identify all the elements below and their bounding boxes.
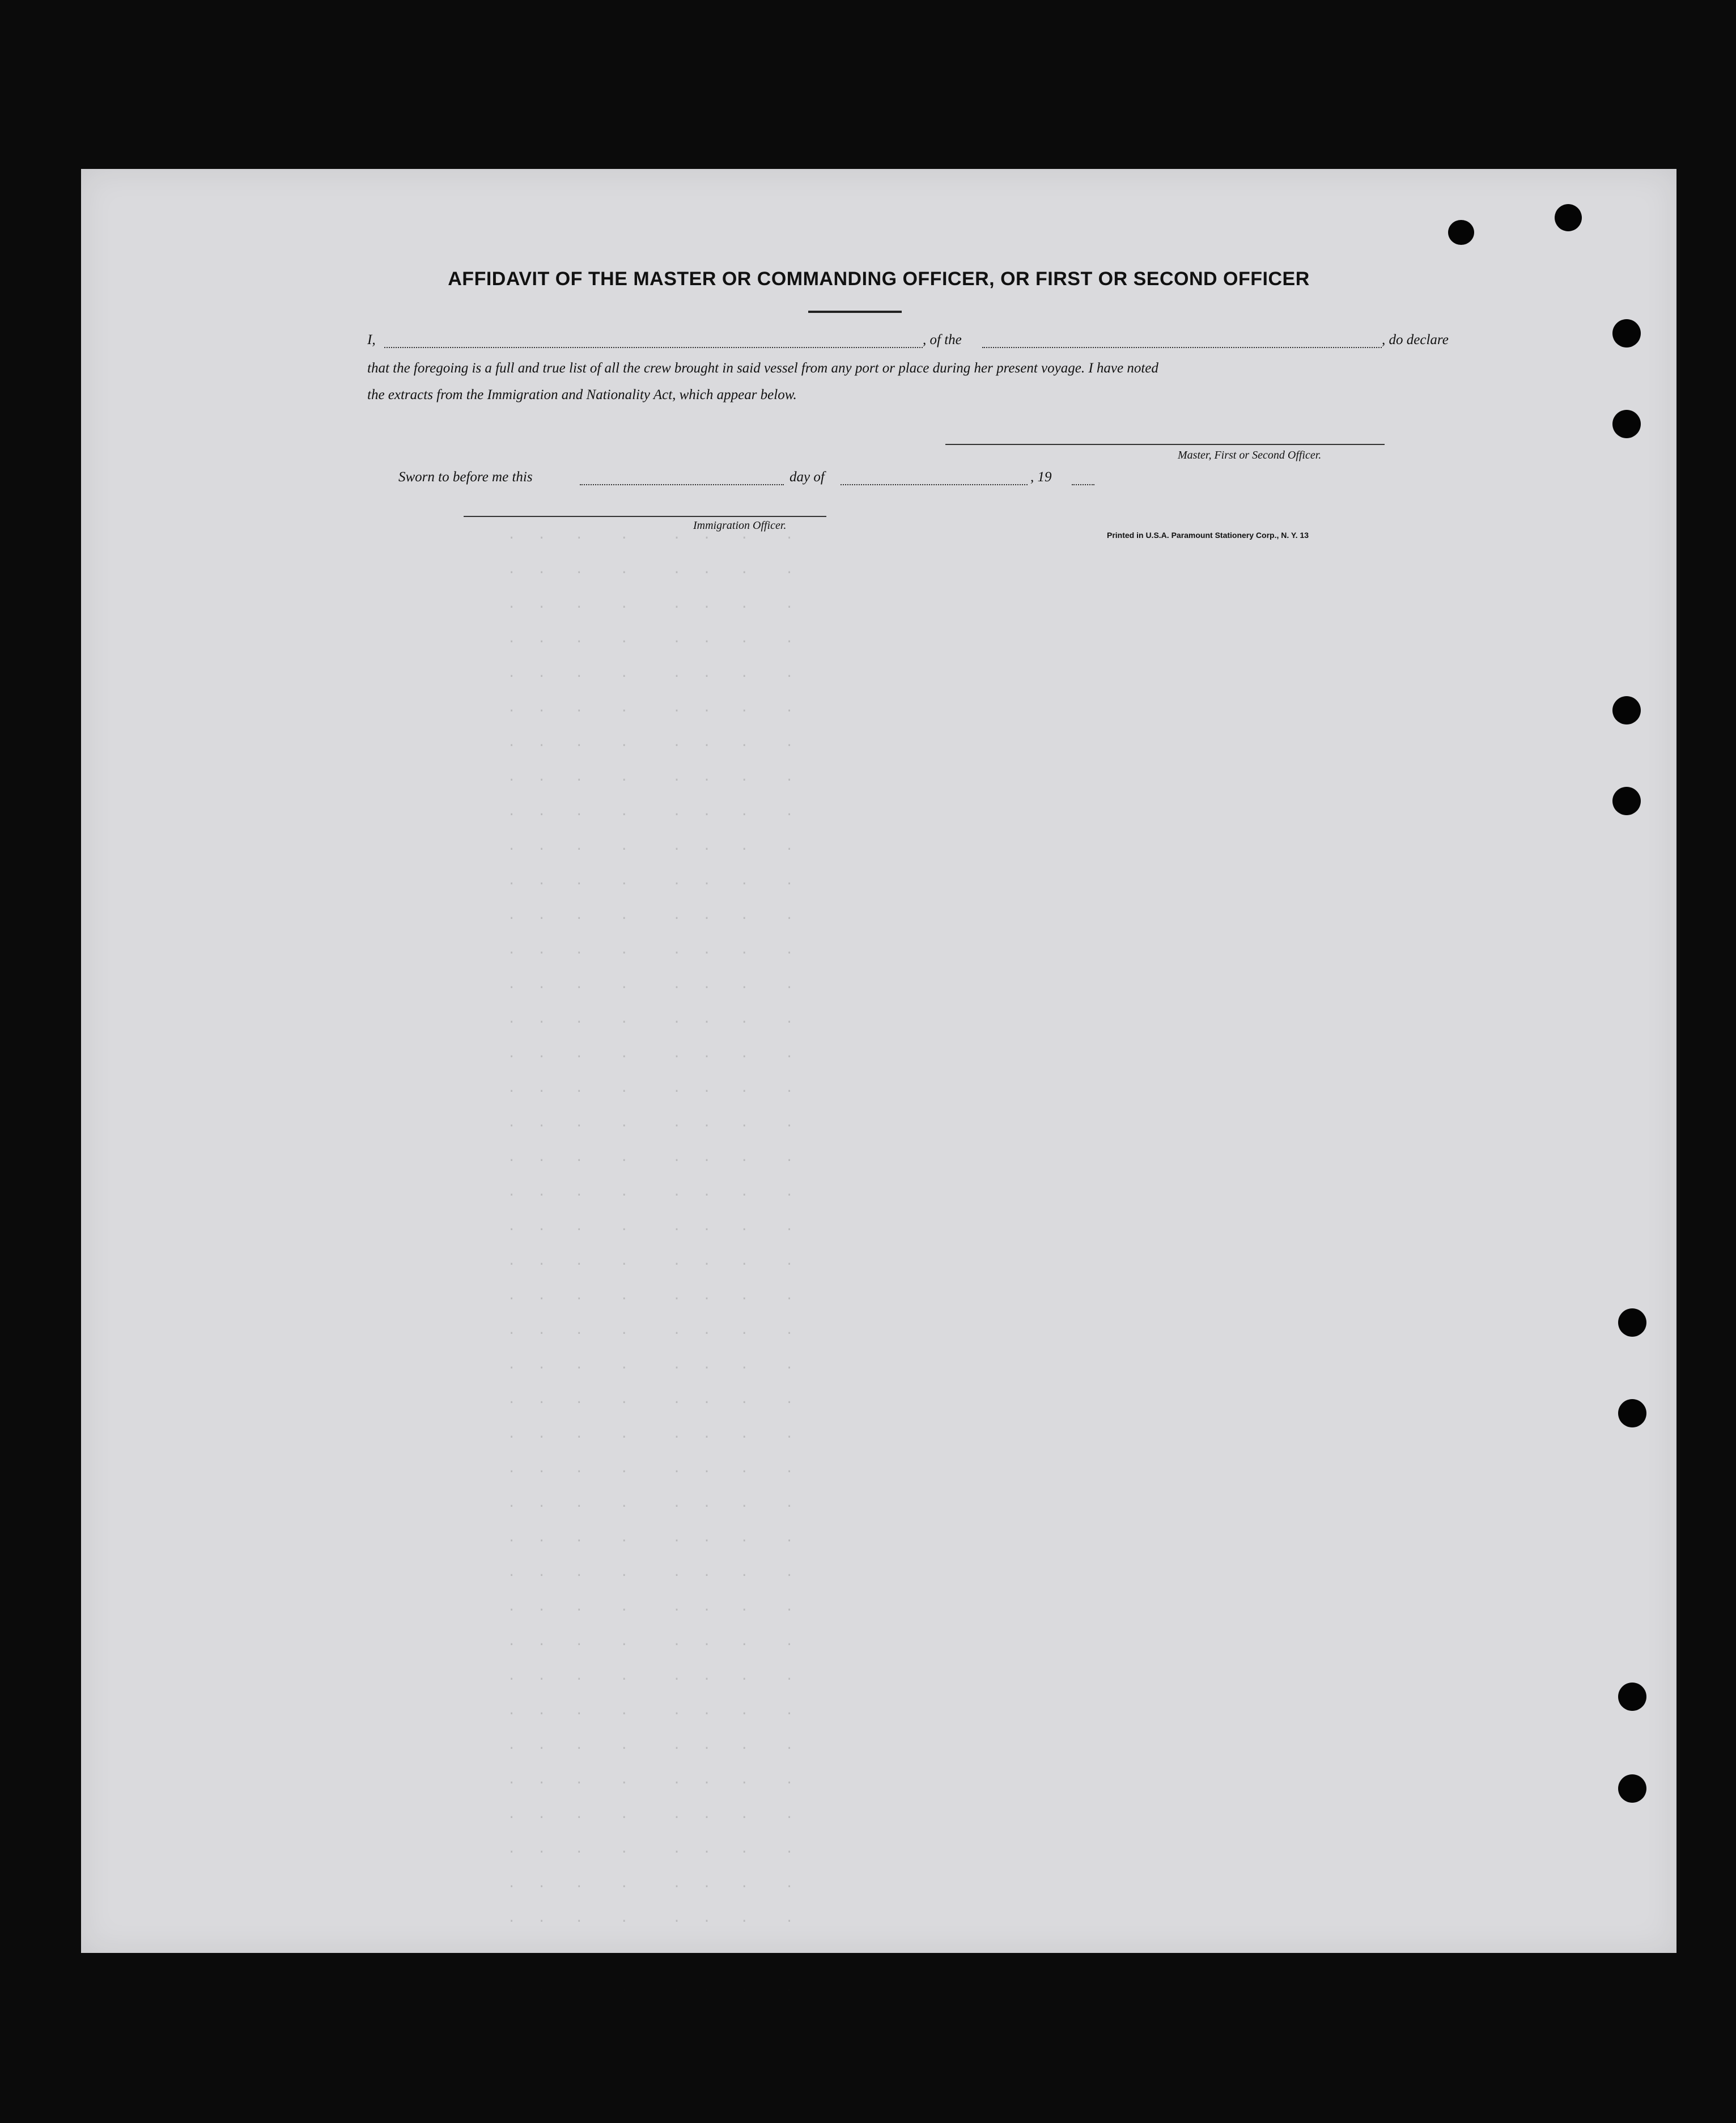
affidavit-title: AFFIDAVIT OF THE MASTER OR COMMANDING OFFICER, OR FIRST OR SECOND OFFICER	[448, 268, 1310, 290]
immigration-officer-line[interactable]	[464, 516, 826, 517]
bleed-through-texture: · · · · · · · · · · · · · · · · · · · · · · · · · · · · · · · · · · · · · · · · · · · · · · · · · · · · · · · · · · · · · · · · · · · · · · · · · · · · · · · · · · · · · · · · · · · · · · · · · · · · · · · · · · · · · · · · · · · · · · · · · · · · · · · · · · · · · · · · · · · · · · · · · · · · · · · · · · · · · · · · · · · · · · · · · · · · · · · · · · · · · · · · · · · · · · · · · · · · · · · · · · · · · · · · · · · · · · · · · · · · · · · · · · · · · · · · · · · · · · · · · · · · · · · · · · · · · · · · · · · · · · · · · · · · · · · · · · · · · · · · · · · · · · · · · · · · · · · · · · · · · · · · · · · · · · · · · · · · · · · · · · · · · · · · · · · · · · · · · · · · · · · ·	[507, 531, 793, 1998]
punch-hole	[1618, 1683, 1646, 1711]
name-blank[interactable]	[384, 347, 923, 348]
declaration-of-the: , of the	[923, 332, 962, 348]
punch-hole	[1612, 696, 1641, 724]
declaration-do-declare: , do declare	[1382, 332, 1449, 348]
punch-hole	[1448, 220, 1474, 245]
punch-hole	[1612, 319, 1641, 348]
printer-note: Printed in U.S.A. Paramount Stationery Corp., N. Y. 13	[1107, 531, 1309, 540]
punch-hole	[1555, 204, 1582, 231]
vessel-blank[interactable]	[982, 347, 1382, 348]
sworn-month-blank[interactable]	[841, 484, 1028, 485]
declaration-i: I,	[367, 332, 376, 348]
immigration-officer-label: Immigration Officer.	[693, 519, 787, 532]
sworn-to-label: Sworn to before me this	[398, 469, 533, 485]
punch-hole	[1612, 787, 1641, 815]
punch-hole	[1612, 410, 1641, 438]
declaration-body-line-1: that the foregoing is a full and true list of all the crew brought in said vessel from any port or place during her present voyage. I have noted	[367, 361, 1158, 376]
punch-hole	[1618, 1308, 1646, 1337]
sworn-day-blank[interactable]	[580, 484, 784, 485]
year-prefix: , 19	[1030, 469, 1052, 485]
document-page	[81, 169, 1676, 1998]
punch-hole	[1618, 1774, 1646, 1803]
master-signature-label: Master, First or Second Officer.	[1178, 449, 1322, 461]
master-signature-line[interactable]	[945, 444, 1385, 445]
declaration-body-line-2: the extracts from the Immigration and Nationality Act, which appear below.	[367, 387, 797, 402]
sworn-year-blank[interactable]	[1072, 484, 1094, 485]
day-of-label: day of	[790, 469, 825, 485]
title-underline	[808, 311, 902, 313]
punch-hole	[1618, 1399, 1646, 1427]
